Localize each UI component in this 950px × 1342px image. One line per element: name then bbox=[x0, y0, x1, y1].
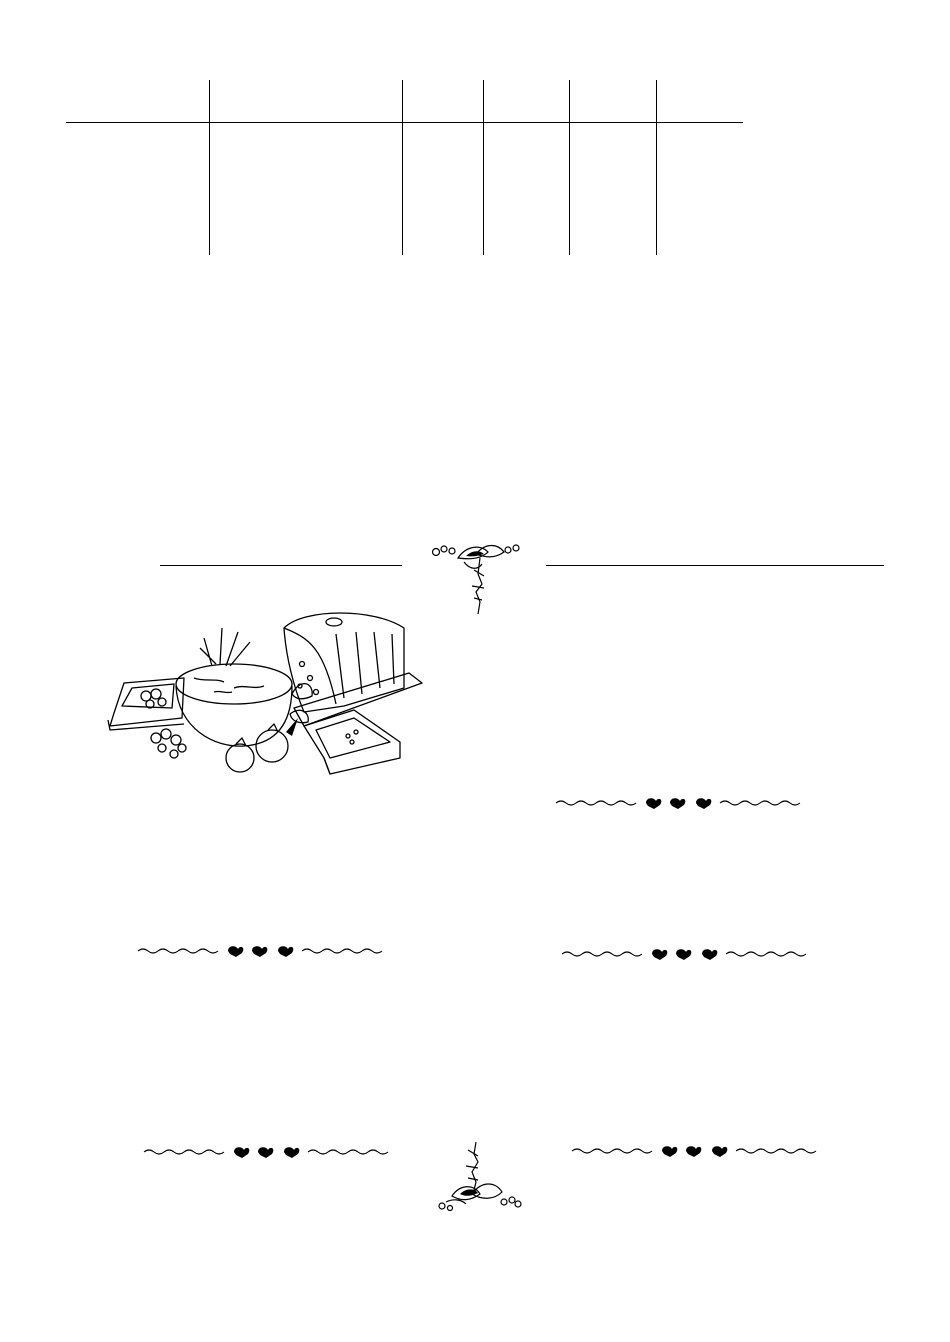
table-column-divider bbox=[656, 80, 657, 255]
wave-heart-divider-icon bbox=[144, 1145, 390, 1159]
wave-heart-divider-icon bbox=[562, 947, 808, 961]
table-column-divider bbox=[402, 80, 403, 255]
left-section-rule bbox=[160, 565, 402, 566]
wave-heart-divider-icon bbox=[556, 796, 802, 810]
soup-bowl-bread-vegetables-illustration bbox=[104, 608, 434, 778]
table-header-rule bbox=[66, 122, 743, 123]
wave-heart-divider-icon bbox=[572, 1144, 818, 1158]
wave-heart-divider-icon bbox=[138, 944, 384, 958]
leaf-berry-ornament-icon bbox=[432, 1138, 528, 1214]
table-column-divider bbox=[209, 80, 210, 255]
right-section-rule bbox=[546, 565, 884, 566]
table-column-divider bbox=[569, 80, 570, 255]
leaf-berry-ornament-icon bbox=[428, 540, 528, 620]
table-column-divider bbox=[483, 80, 484, 255]
